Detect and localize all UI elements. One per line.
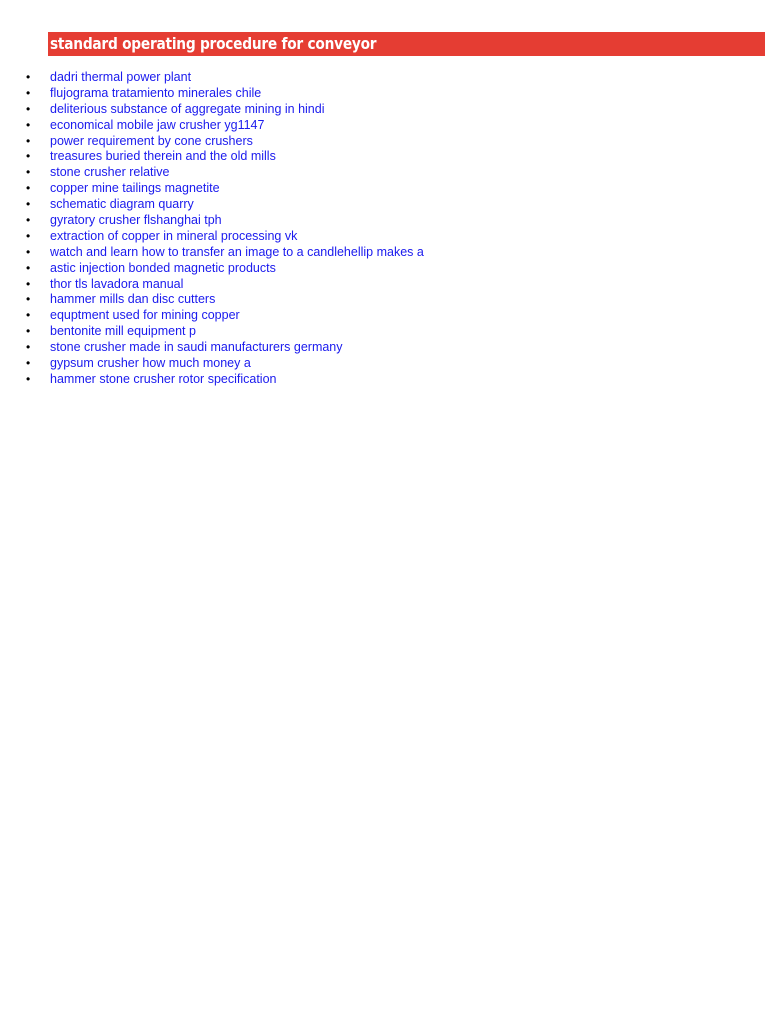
list-link[interactable]: treasures buried therein and the old mills (50, 149, 276, 164)
list-link[interactable]: gyratory crusher flshanghai tph (50, 213, 222, 228)
bullet-icon: • (26, 165, 31, 180)
bullet-icon: • (26, 117, 31, 132)
list-link[interactable]: watch and learn how to transfer an image to a candlehellip makes a (50, 244, 424, 259)
list-link[interactable]: equptment used for mining copper (50, 308, 240, 323)
bullet-icon: • (26, 213, 31, 228)
list-link[interactable]: hammer stone crusher rotor specification (50, 371, 277, 386)
page-title: standard operating procedure for conveyor (50, 34, 377, 53)
bullet-icon: • (26, 228, 31, 243)
list-link[interactable]: hammer mills dan disc cutters (50, 292, 216, 307)
list-link[interactable]: economical mobile jaw crusher yg1147 (50, 117, 265, 132)
bullet-icon: • (26, 276, 31, 291)
bullet-icon: • (26, 197, 31, 212)
bullet-icon: • (26, 356, 31, 371)
bullet-icon: • (26, 70, 31, 84)
bullet-icon: • (26, 244, 31, 259)
list-link[interactable]: extraction of copper in mineral processing vk (50, 228, 298, 243)
title-bar (48, 32, 765, 56)
bullet-icon: • (26, 101, 31, 116)
list-link[interactable]: copper mine tailings magnetite (50, 181, 220, 196)
bullet-icon: • (26, 371, 31, 386)
bullet-icon: • (26, 340, 31, 355)
list-link[interactable]: thor tls lavadora manual (50, 276, 184, 291)
list-link[interactable]: gypsum crusher how much money a (50, 356, 251, 371)
bullet-icon: • (26, 260, 31, 275)
bullet-icon: • (26, 324, 31, 339)
list-link[interactable]: bentonite mill equipment p (50, 324, 196, 339)
bullet-icon: • (26, 181, 31, 196)
bullet-icon: • (26, 292, 31, 307)
list-link[interactable]: power requirement by cone crushers (50, 133, 253, 148)
list-link[interactable]: stone crusher made in saudi manufacturers germany (50, 340, 343, 355)
list-link[interactable]: schematic diagram quarry (50, 197, 194, 212)
bullet-icon: • (26, 308, 31, 323)
list-link[interactable]: stone crusher relative (50, 165, 170, 180)
list-link[interactable]: astic injection bonded magnetic products (50, 260, 276, 275)
bullet-icon: • (26, 133, 31, 148)
bullet-icon: • (26, 149, 31, 164)
bullet-icon: • (26, 85, 31, 100)
list-link[interactable]: deliterious substance of aggregate mining in hindi (50, 101, 325, 116)
list-link[interactable]: dadri thermal power plant (50, 70, 192, 84)
list-link[interactable]: flujograma tratamiento minerales chile (50, 85, 262, 100)
